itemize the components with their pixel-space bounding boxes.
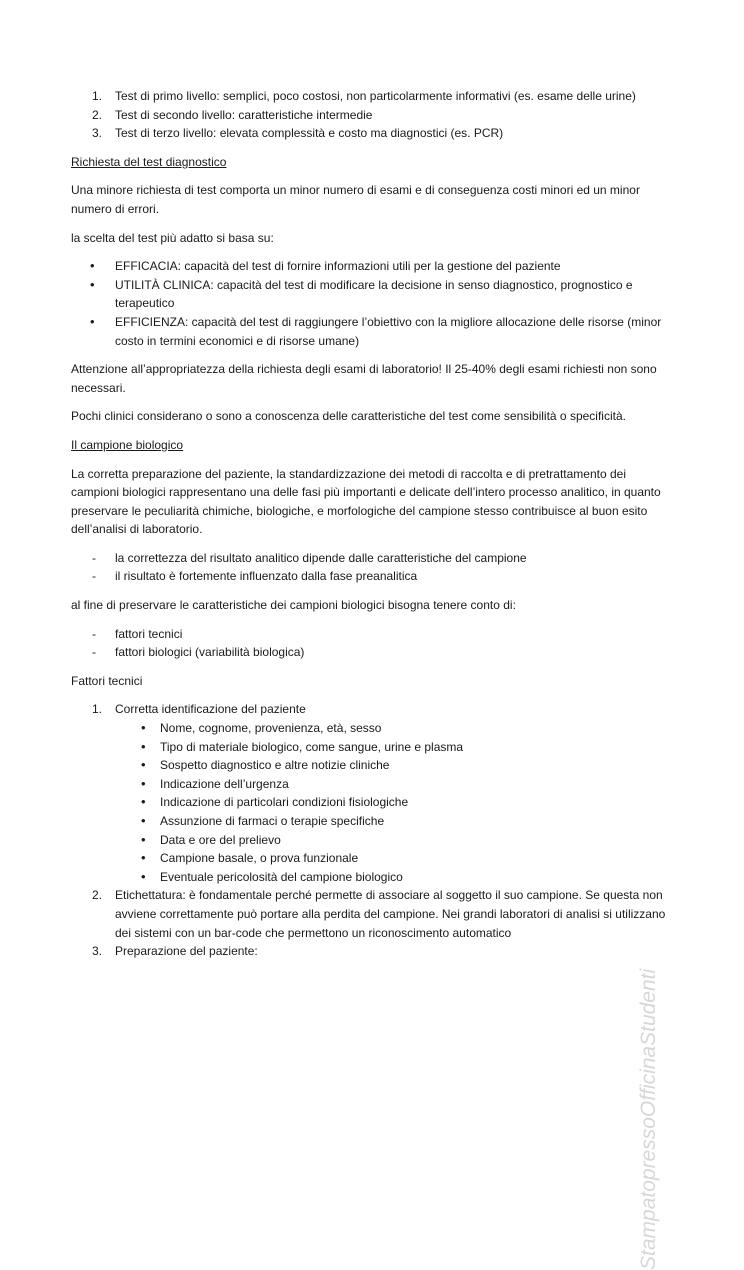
bullet-icon: •: [90, 276, 95, 292]
dash-list-fattori: [71, 625, 671, 662]
bullet-icon: •: [141, 738, 146, 754]
list-number: 1.: [92, 89, 103, 103]
dash-marker: -: [92, 550, 96, 565]
bullet-icon: •: [141, 868, 146, 884]
watermark: [634, 540, 664, 1270]
sublist-item: [71, 831, 671, 850]
paragraph-attenzione: Attenzione all’appropriatezza della richiesta degli esami di laboratorio! Il 25-40% degli esami richiesti non sono necessari.: [71, 362, 657, 395]
list-item: [71, 549, 671, 568]
section-heading-campione: Il campione biologico: [71, 437, 184, 452]
sublist-item: [71, 775, 671, 794]
sublist-item: [71, 719, 671, 738]
list-item-text: Test di secondo livello: caratteristiche intermedie: [115, 107, 373, 122]
list-item-text: Corretta identificazione del paziente: [115, 702, 306, 717]
paragraph-fine: al fine di preservare le caratteristiche dei campioni biologici bisogna tenere conto di:: [71, 598, 516, 613]
bullet-icon: •: [141, 831, 146, 847]
bullet-icon: •: [90, 258, 95, 274]
list-item: [71, 276, 671, 313]
factors-list: [71, 700, 671, 960]
watermark-text: StampatopressoOfficinaStudenti: [637, 968, 660, 1270]
list-item-text: Test di primo livello: semplici, poco costosi, non particolarmente informativi (es. esame delle urine): [115, 89, 636, 103]
list-item: [71, 313, 671, 350]
sublist-item-text: Campione basale, o prova funzionale: [160, 851, 359, 866]
paragraph-corretta: La corretta preparazione del paziente, la standardizzazione dei metodi di raccolta e di pretrattamento dei campioni biologici rappresentano una delle fasi più importanti e delicate dell’intero processo analitico, in quanto preservare le peculiarità chimiche, biologiche, e morfologiche del campione stesso contribuisce al buon esito dell’analisi di laboratorio.: [71, 466, 661, 537]
list-item: [71, 886, 671, 942]
sublist-item: [71, 812, 671, 831]
sublist-item-text: Indicazione di particolari condizioni fisiologiche: [160, 795, 409, 810]
bullet-icon: •: [141, 775, 146, 791]
paragraph-pochi: Pochi clinici considerano o sono a conoscenza delle caratteristiche del test come sensibilità o specificità.: [71, 409, 626, 424]
list-number: 2.: [92, 888, 103, 903]
document-content: [71, 87, 671, 971]
bullet-icon: •: [141, 850, 146, 866]
list-item-text: EFFICACIA: capacità del test di fornire informazioni utili per la gestione del paziente: [115, 259, 561, 274]
bullet-icon: •: [141, 794, 146, 810]
dash-marker: -: [92, 626, 96, 641]
bullet-icon: •: [141, 757, 146, 773]
list-item-text: UTILITÀ CLINICA: capacità del test di modificare la decisione in senso diagnostico, prognostico e terapeutico: [115, 277, 633, 311]
bullet-icon: •: [90, 313, 95, 329]
dash-marker: -: [92, 569, 96, 584]
list-item-text: la correttezza del risultato analitico dipende dalle caratteristiche del campione: [115, 550, 527, 565]
list-number: 2.: [92, 107, 103, 122]
sublist-item-text: Sospetto diagnostico e altre notizie cliniche: [160, 758, 390, 773]
sublist-item: [71, 849, 671, 868]
sublist-item-text: Nome, cognome, provenienza, età, sesso: [160, 721, 382, 736]
list-item: [71, 257, 671, 276]
sublist-item: [71, 756, 671, 775]
sublist-item-text: Data e ore del prelievo: [160, 832, 281, 847]
bullet-icon: •: [141, 720, 146, 736]
list-item: [71, 106, 671, 125]
sublist-item-text: Indicazione dell’urgenza: [160, 776, 289, 791]
dash-list-risultato: [71, 549, 671, 586]
list-item-text: EFFICIENZA: capacità del test di raggiungere l’obiettivo con la migliore allocazione delle risorse (minor costo in termini economici e di risorse umane): [115, 314, 662, 348]
list-item: [71, 567, 671, 586]
criteria-list: [71, 257, 671, 350]
sublist-item: [71, 868, 671, 887]
section-heading-fattori: Fattori tecnici: [71, 673, 143, 688]
paragraph-minore: Una minore richiesta di test comporta un minor numero di esami e di conseguenza costi minori ed un minor numero di errori.: [71, 183, 640, 216]
list-number: 1.: [92, 702, 103, 717]
sublist-item: [71, 793, 671, 812]
sublist-item-text: Eventuale pericolosità del campione biologico: [160, 869, 403, 884]
list-item: [71, 700, 671, 886]
list-item: [71, 87, 671, 106]
list-item: [71, 643, 671, 662]
sublist-item-text: Tipo di materiale biologico, come sangue, urine e plasma: [160, 739, 464, 754]
list-item-text: Test di terzo livello: elevata complessità e costo ma diagnostici (es. PCR): [115, 126, 504, 141]
sublist-item-text: Assunzione di farmaci o terapie specifiche: [160, 814, 385, 828]
test-levels-list: [71, 87, 671, 143]
bullet-icon: •: [141, 813, 146, 828]
list-number: 3.: [92, 944, 103, 959]
list-item-text: fattori tecnici: [115, 626, 183, 641]
section-heading-richiesta: Richiesta del test diagnostico: [71, 154, 227, 169]
paragraph-scelta: la scelta del test più adatto si basa su:: [71, 230, 274, 245]
list-item-text: il risultato è fortemente influenzato dalla fase preanalitica: [115, 569, 418, 584]
dash-marker: -: [92, 645, 96, 660]
list-item-text: fattori biologici (variabilità biologica): [115, 645, 305, 660]
list-item-text: Preparazione del paziente:: [115, 944, 258, 959]
list-item: [71, 942, 671, 961]
list-number: 3.: [92, 126, 103, 141]
list-item-text: Etichettatura: è fondamentale perché permette di associare al soggetto il suo campione. Se questa non avviene correttamente può portare alla perdita del campione. Nei grandi laboratori di analisi si utilizzano dei sistemi con un bar-code che permettono un riconoscimento automatico: [115, 888, 666, 940]
list-item: [71, 625, 671, 644]
identification-sublist: [115, 719, 671, 886]
list-item: [71, 124, 671, 143]
sublist-item: [71, 738, 671, 757]
